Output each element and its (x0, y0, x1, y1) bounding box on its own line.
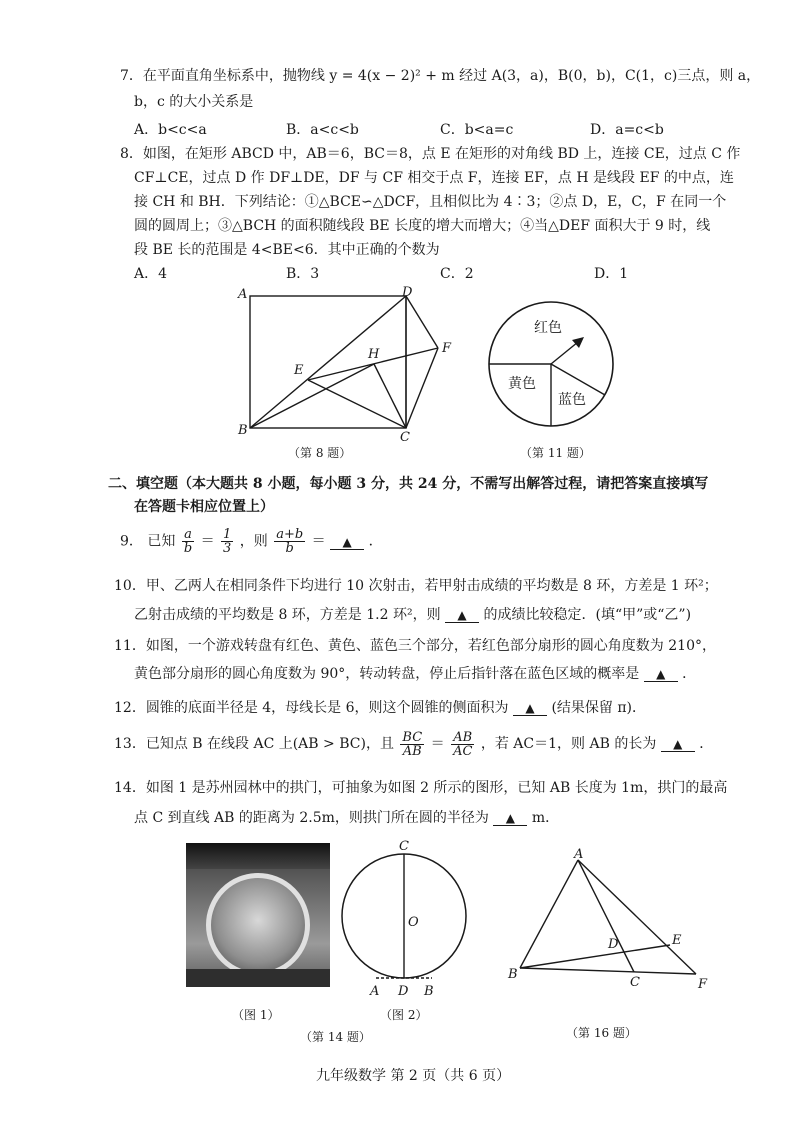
q10-text-b: 的成绩比较稳定．(填“甲”或“乙”) (483, 607, 692, 623)
frac-num: 1 (223, 527, 232, 542)
q12-text-a: 12．圆锥的底面半径是 4，母线长是 6，则这个圆锥的侧面积为 (114, 700, 509, 716)
q9-eq: ＝ (200, 533, 215, 550)
segment-bh (250, 364, 374, 428)
q11-line2 (134, 664, 696, 684)
sector-yellow-label: 黄色 (508, 376, 536, 392)
q13 (114, 730, 713, 758)
frac-den: b (285, 541, 294, 556)
q14-line2 (134, 808, 559, 828)
frac-num: a+b (276, 527, 304, 542)
q9-prefix: 9． 已知 (120, 533, 176, 550)
q11-line1: 11．如图，一个游戏转盘有红色、黄色、蓝色三个部分，若红色部分扇形的圆心角度数为 210°， (114, 638, 716, 654)
q13-eq: ＝ (430, 736, 445, 752)
q13-frac-bc-ab (400, 731, 424, 758)
label-a: A (574, 848, 584, 862)
frac-num: AB (451, 731, 474, 745)
label-e: E (672, 933, 682, 948)
q7-option-d: D．a=c<b (590, 122, 664, 138)
spinner-figure (486, 296, 620, 436)
segment-cf (406, 348, 438, 428)
q8-figure (232, 284, 462, 444)
q13-frac-ab-ac (451, 731, 474, 758)
q10-answer-blank[interactable]: ▲ (445, 608, 479, 623)
segment-ab (520, 860, 578, 968)
q11-text-b: ． (682, 666, 697, 682)
segment-bf (520, 968, 696, 974)
q7-option-b: B．a<c<b (286, 122, 359, 138)
q9-end: ． (368, 533, 383, 550)
label-e: E (294, 363, 304, 378)
frac-den: 3 (223, 541, 232, 556)
q8-option-a: A．4 (134, 266, 168, 282)
label-c: C (630, 975, 640, 990)
q16-caption: （第 16 题） (566, 1026, 637, 1040)
q9-then: ，则 (239, 533, 268, 550)
fig2-caption: （图 2） (380, 1008, 428, 1022)
q8-line2: CF⊥CE，过点 D 作 DF⊥DE，DF 与 CF 相交于点 F，连接 EF，点 H 是线段 EF 的中点，连 (134, 170, 734, 186)
q8-line3: 接 CH 和 BH．下列结论：①△BCE∽△DCF，且相似比为 4∶3；②点 D，E，C，F 在同一个 (134, 194, 727, 210)
q14-caption: （第 14 题） (300, 1030, 371, 1044)
frac-num: a (182, 528, 194, 542)
q9 (120, 528, 383, 555)
ground (186, 969, 330, 987)
q10-line2 (134, 605, 691, 625)
roof-eaves (186, 843, 330, 869)
sector-blue-label: 蓝色 (558, 392, 586, 408)
section2-line1: 二、填空题（本大题共 8 小题，每小题 3 分，共 24 分，不需写出解答过程，请把答案直接填写 (108, 476, 709, 492)
label-d: D (398, 984, 409, 999)
label-b: B (424, 984, 434, 999)
q9-answer-blank[interactable]: ▲ (330, 535, 364, 550)
q12-text-b: (结果保留 π)． (551, 700, 647, 716)
q7-option-c: C．b<a=c (440, 122, 514, 138)
q8-line4: 圆的圆周上；③△BCH 的面积随线段 BE 长度的增大而增大；④当△DEF 面积大于 9 时，线 (134, 218, 711, 234)
label-o: O (408, 915, 419, 930)
q8-option-b: B．3 (286, 266, 320, 282)
label-c: C (399, 839, 409, 854)
label-f: F (442, 341, 452, 356)
pointer-icon (551, 342, 578, 364)
sector-red-label: 红色 (534, 320, 562, 336)
arch-gate-photo (186, 843, 330, 987)
q7-line2: b，c 的大小关系是 (134, 94, 254, 110)
label-d: D (402, 285, 413, 300)
label-f: F (698, 977, 708, 992)
q14-text-a: 点 C 到直线 AB 的距离为 2.5m，则拱门所在圆的半径为 (134, 810, 489, 826)
label-b: B (238, 423, 248, 438)
q13-text-b: ，若 AC＝1，则 AB 的长为 (480, 736, 657, 752)
q16-figure (506, 848, 718, 996)
q13-text-a: 13．已知点 B 在线段 AC 上(AB > BC)，且 (114, 736, 394, 752)
arrow-head-icon (572, 337, 584, 348)
label-h: H (368, 347, 380, 362)
q11-caption: （第 11 题） (520, 446, 591, 460)
segment-ce (308, 380, 406, 428)
section2-line2: 在答题卡相应位置上） (134, 499, 274, 515)
q7-line1: 7．在平面直角坐标系中，抛物线 y = 4(x − 2)² + m 经过 A(3，a)，B(0，b)，C(1，c)三点，则 a， (120, 68, 761, 84)
segment-ch (374, 364, 406, 428)
q12 (114, 698, 646, 718)
q9-frac-1-3 (221, 528, 233, 555)
q9-frac-a-b (182, 528, 194, 555)
q11-answer-blank[interactable]: ▲ (644, 667, 678, 682)
q8-line5: 段 BE 长的范围是 4<BE<6．其中正确的个数为 (134, 242, 440, 258)
page-footer: 九年级数学 第 2 页（共 6 页） (316, 1068, 511, 1084)
divider-right (551, 364, 605, 395)
q14-line1: 14．如图 1 是苏州园林中的拱门，可抽象为如图 2 所示的图形，已知 AB 长度为 1m，拱门的最高 (114, 780, 728, 796)
q14-text-b: m． (531, 810, 560, 826)
label-a: A (370, 984, 380, 999)
frac-den: AC (453, 743, 473, 759)
q14-fig2 (336, 838, 472, 1000)
segment-be (520, 945, 670, 968)
q13-answer-blank[interactable]: ▲ (661, 737, 695, 752)
q8-option-d: D．1 (594, 266, 629, 282)
segment-df (406, 296, 438, 348)
label-a: A (238, 287, 248, 302)
q10-text-a: 乙射击成绩的平均数是 8 环，方差是 1.2 环²，则 (134, 607, 441, 623)
q11-text-a: 黄色部分扇形的圆心角度数为 90°，转动转盘，停止后指针落在蓝色区域的概率是 (134, 666, 640, 682)
q9-frac-sum (274, 528, 305, 555)
label-d: D (608, 937, 619, 952)
q8-line1: 8．如图，在矩形 ABCD 中，AB＝6，BC＝8，点 E 在矩形的对角线 BD 上，连接 CE，过点 C 作 (120, 146, 741, 162)
frac-den: AB (402, 743, 422, 759)
q10-line1: 10．甲、乙两人在相同条件下均进行 10 次射击，若甲射击成绩的平均数是 8 环，方差是 1 环²； (114, 578, 718, 594)
q8-option-c: C．2 (440, 266, 474, 282)
fig1-caption: （图 1） (232, 1008, 280, 1022)
label-c: C (400, 430, 410, 444)
q8-caption: （第 8 题） (288, 446, 352, 460)
moon-gate (206, 873, 310, 977)
label-b: B (508, 967, 518, 982)
q13-end: ． (699, 736, 714, 752)
q14-answer-blank[interactable]: ▲ (493, 811, 527, 826)
frac-num: BC (402, 729, 423, 745)
q7-option-a: A．b<c<a (134, 122, 207, 138)
q12-answer-blank[interactable]: ▲ (513, 701, 547, 716)
frac-den: b (183, 541, 193, 556)
q9-eq2: ＝ (311, 533, 326, 550)
